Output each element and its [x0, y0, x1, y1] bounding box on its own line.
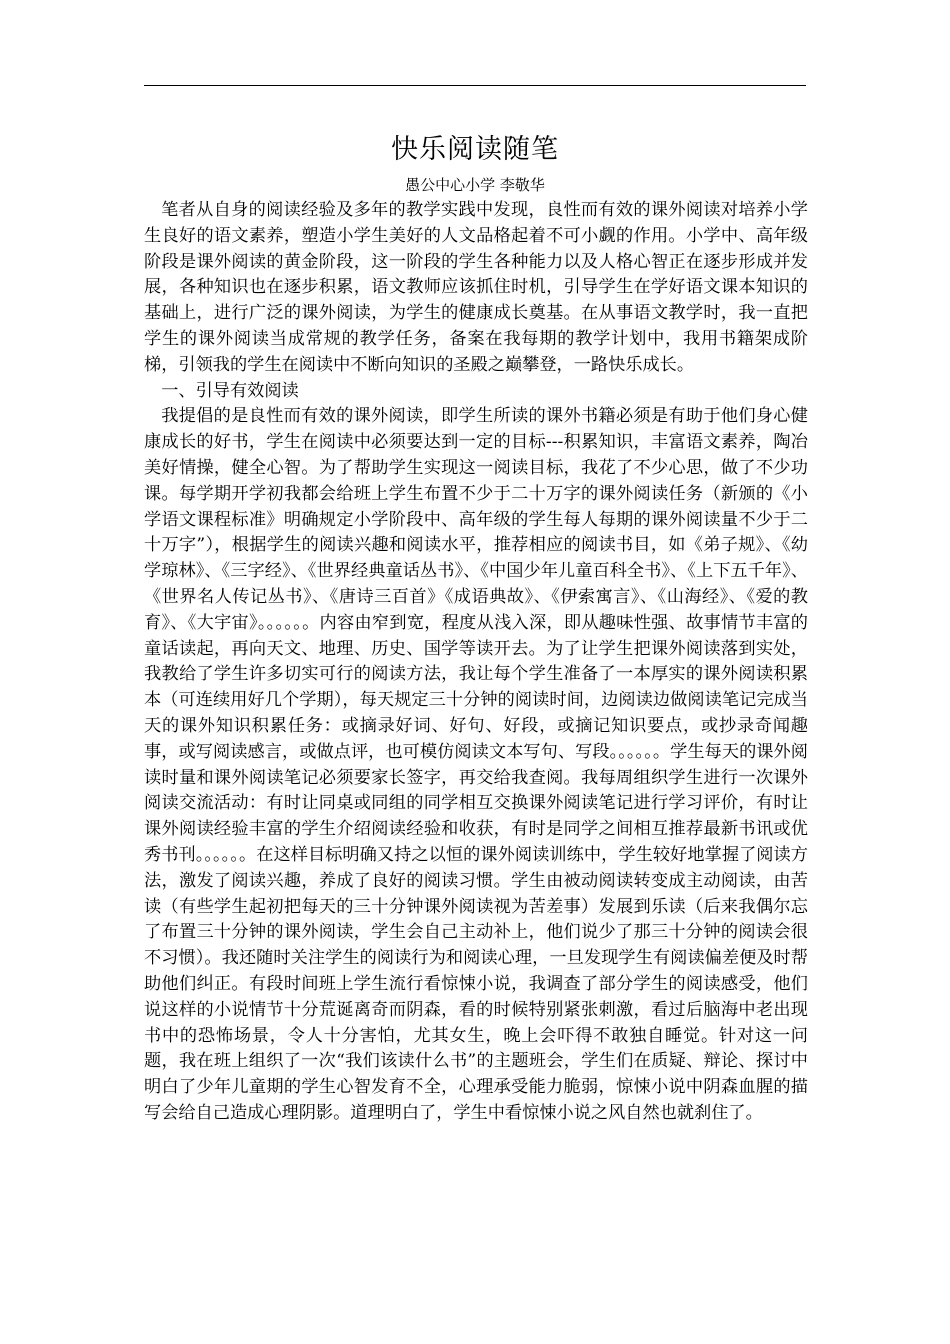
intro-paragraph: 笔者从自身的阅读经验及多年的教学实践中发现，良性而有效的课外阅读对培养小学生良好的语文素养，塑造小学生美好的人文品格起着不可小觑的作用。小学中、高年级阶段是课外阅读的黄金阶段，这一阶段的学生各种能力以及人格心智正在逐步形成并发展，各种知识也在逐步积累，语文教师应该抓住时机，引导学生在学好语文课本知识的基础上，进行广泛的课外阅读，为学生的健康成长奠基。在从事语文教学时，我一直把学生的课外阅读当成常规的教学任务，备案在我每期的教学计划中，我用书籍架成阶梯，引领我的学生在阅读中不断向知识的圣殿之巅攀登，一路快乐成长。	[144, 200, 808, 375]
document-body	[144, 198, 808, 1127]
document-title: 快乐阅读随笔	[391, 134, 559, 165]
header-rule	[144, 85, 806, 86]
author-line: 愚公中心小学 李敬华	[405, 176, 545, 194]
section-heading: 一、引导有效阅读	[161, 380, 299, 401]
section-paragraph: 我提倡的是良性而有效的课外阅读，即学生所读的课外书籍必须是有助于他们身心健康成长的好书，学生在阅读中必须要达到一定的目标---积累知识，丰富语文素养，陶冶美好情操，健全心智。为了帮助学生实现这一阅读目标，我花了不少心思，做了不少功课。每学期开学初我都会给班上学生布置不少于二十万字的课外阅读任务（新颁的《小学语文课程标准》明确规定小学阶段中、高年级的学生每人每期的课外阅读量不少于二十万字”），根据学生的阅读兴趣和阅读水平，推荐相应的阅读书目，如《弟子规》、《幼学琼林》、《三字经》、《世界经典童话丛书》、《中国少年儿童百科全书》、《上下五千年》、《世界名人传记丛书》、《唐诗三百首》《成语典故》、《伊索寓言》、《山海经》、《爱的教育》、《大宇宙》。。。。。。内容由窄到宽，程度从浅入深，即从趣味性强、故事情节丰富的童话读起，再向天文、地理、历史、国学等读开去。为了让学生把课外阅读落到实处，我教给了学生许多切实可行的阅读方法，我让每个学生准备了一本厚实的课外阅读积累本（可连续用好几个学期），每天规定三十分钟的阅读时间，边阅读边做阅读笔记完成当天的课外知识积累任务：或摘录好词、好句、好段，或摘记知识要点，或抄录奇闻趣事，或写阅读感言，或做点评，也可模仿阅读文本写句、写段。。。。。。学生每天的课外阅读时量和课外阅读笔记必须要家长签字，再交给我查阅。我每周组织学生进行一次课外阅读交流活动：有时让同桌或同组的同学相互交换课外阅读笔记进行学习评价，有时让课外阅读经验丰富的学生介绍阅读经验和收获，有时是同学之间相互推荐最新书讯或优秀书刊。。。。。。在这样目标明确又持之以恒的课外阅读训练中，学生较好地掌握了阅读方法，激发了阅读兴趣，养成了良好的阅读习惯。学生由被动阅读转变成主动阅读，由苦读（有些学生起初把每天的三十分钟课外阅读视为苦差事）发展到乐读（后来我偶尔忘了布置三十分钟的课外阅读，学生会自己主动补上，他们说少了那三十分钟的阅读会很不习惯）。我还随时关注学生的阅读行为和阅读心理，一旦发现学生有阅读偏差便及时帮助他们纠正。有段时间班上学生流行看惊悚小说，我调查了部分学生的阅读感受，他们说这样的小说情节十分荒诞离奇而阴森，看的时候特别紧张刺激，看过后脑海中老出现书中的恐怖场景，令人十分害怕，尤其女生，晚上会吓得不敢独自睡觉。针对这一问题，我在班上组织了一次“我们该读什么书”的主题班会，学生们在质疑、辩论、探讨中明白了少年儿童期的学生心智发育不全，心理承受能力脆弱，惊悚小说中阴森血腥的描写会给自己造成心理阴影。道理明白了，学生中看惊悚小说之风自然也就刹住了。	[144, 406, 808, 1123]
